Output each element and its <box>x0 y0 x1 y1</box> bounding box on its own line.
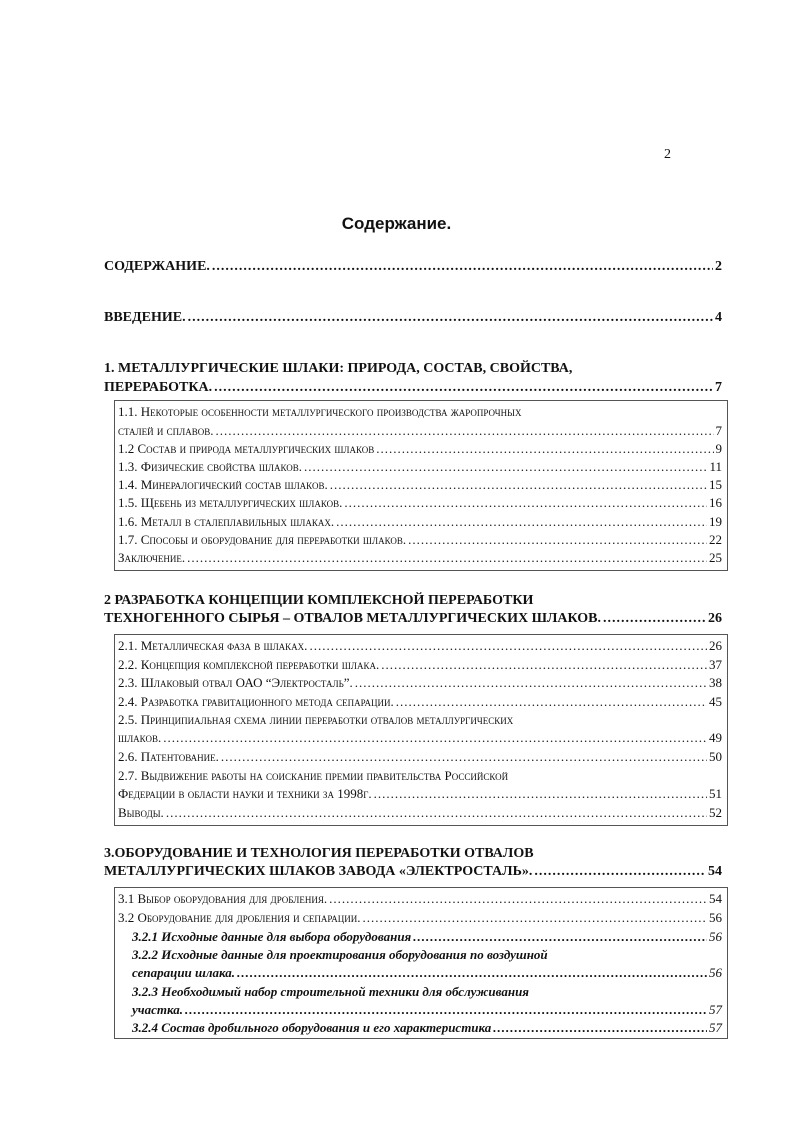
toc-page-number: 45 <box>709 694 722 709</box>
toc-entry-3-2-1[interactable] <box>132 929 722 945</box>
toc-entry-label: 1.3. Физические свойства шлаков. <box>118 459 303 474</box>
toc-page-number: 9 <box>715 441 722 456</box>
toc-entry-2-7-line1[interactable]: 2.7. Выдвижение работы на соискание премии правительства Российской <box>118 768 509 783</box>
toc-entry-label: 2.4. Разработка гравитационного метода сепарации. <box>118 694 394 709</box>
toc-entry-2-4[interactable] <box>118 694 722 710</box>
toc-entry-1-1-line1[interactable]: 1.1. Некоторые особенности металлургического производства жаропрочных <box>118 404 522 419</box>
toc-entry-2-1[interactable] <box>118 638 722 654</box>
toc-page-number: 11 <box>709 459 722 474</box>
dot-leader <box>187 550 707 566</box>
toc-page-number: 19 <box>709 514 722 529</box>
toc-page-number: 16 <box>709 495 722 510</box>
toc-page-number: 7 <box>715 380 722 395</box>
toc-entry-2-5[interactable] <box>118 730 722 746</box>
toc-entry-1-1[interactable] <box>118 423 722 439</box>
toc-entry-contents[interactable] <box>104 259 722 275</box>
toc-entry-introduction[interactable] <box>104 310 722 326</box>
toc-page-number: 22 <box>709 532 722 547</box>
dot-leader <box>413 929 707 945</box>
dot-leader <box>493 1020 707 1036</box>
toc-entry-1-conclusion[interactable] <box>118 550 722 566</box>
dot-leader <box>163 730 707 746</box>
dot-leader <box>381 657 707 673</box>
toc-entry-label: 3.2.1 Исходные данные для выбора оборудования <box>132 929 412 944</box>
toc-page-number: 7 <box>715 423 722 438</box>
toc-entry-label: 1.2 Состав и природа металлургических шлаков <box>118 441 375 456</box>
page-title: Содержание. <box>341 214 452 233</box>
dot-leader <box>603 611 706 627</box>
toc-entry-label: сепарации шлака. <box>132 965 236 980</box>
toc-entry-2-7[interactable] <box>118 786 722 802</box>
toc-entry-1-2[interactable] <box>118 441 722 457</box>
dot-leader <box>216 423 714 439</box>
dot-leader <box>166 805 707 821</box>
toc-entry-label: 3.2 Оборудование для дробления и сепарации. <box>118 910 361 925</box>
toc-entry-3-2-3[interactable] <box>132 1002 722 1018</box>
dot-leader <box>188 310 713 326</box>
dot-leader <box>309 638 707 654</box>
toc-entry-3-2-2-line1[interactable]: 3.2.2 Исходные данные для проектирования оборудования по воздушной <box>132 947 548 962</box>
dot-leader <box>355 675 707 691</box>
toc-entry-label: ТЕХНОГЕННОГО СЫРЬЯ – ОТВАЛОВ МЕТАЛЛУРГИЧЕСКИХ ШЛАКОВ. <box>104 611 602 626</box>
dot-leader <box>534 864 706 880</box>
dot-leader <box>344 495 707 511</box>
toc-page-number: 50 <box>709 749 722 764</box>
toc-page-number: 15 <box>709 477 722 492</box>
toc-page-number: 54 <box>708 864 722 879</box>
toc-page-number: 57 <box>709 1020 722 1035</box>
toc-entry-label: шлаков. <box>118 730 162 745</box>
toc-chapter-1-line1[interactable]: 1. МЕТАЛЛУРГИЧЕСКИЕ ШЛАКИ: ПРИРОДА, СОСТАВ, СВОЙСТВА, <box>104 361 573 376</box>
toc-entry-label: сталей и сплавов. <box>118 423 214 438</box>
toc-entry-label: СОДЕРЖАНИЕ. <box>104 259 210 274</box>
toc-page-number: 54 <box>709 891 722 906</box>
toc-entry-label: 1.6. Металл в сталеплавильных шлаках. <box>118 514 335 529</box>
dot-leader <box>214 380 713 396</box>
toc-entry-3-2-4[interactable] <box>132 1020 722 1036</box>
dot-leader <box>212 259 713 275</box>
toc-entry-2-6[interactable] <box>118 749 722 765</box>
toc-entry-1-6[interactable] <box>118 514 722 530</box>
toc-entry-1-4[interactable] <box>118 477 722 493</box>
toc-entry-label: 2.1. Металлическая фаза в шлаках. <box>118 638 308 653</box>
toc-page-number: 4 <box>715 310 722 325</box>
dot-leader <box>221 749 707 765</box>
toc-page-number: 56 <box>709 965 722 980</box>
toc-chapter-2-line1[interactable]: 2 РАЗРАБОТКА КОНЦЕПЦИИ КОМПЛЕКСНОЙ ПЕРЕРАБОТКИ <box>104 593 534 608</box>
toc-entry-label: 1.5. Щебень из металлургических шлаков. <box>118 495 343 510</box>
toc-entry-2-2[interactable] <box>118 657 722 673</box>
toc-entry-3-2-2[interactable] <box>132 965 722 981</box>
toc-entry-1-5[interactable] <box>118 495 722 511</box>
dot-leader <box>362 910 707 926</box>
toc-entry-label: 2.6. Патентование. <box>118 749 219 764</box>
dot-leader <box>336 514 707 530</box>
toc-page-number: 51 <box>709 786 722 801</box>
toc-page-number: 37 <box>709 657 722 672</box>
toc-chapter-1[interactable] <box>104 380 722 396</box>
dot-leader <box>376 441 713 457</box>
toc-page-number: 25 <box>709 550 722 565</box>
dot-leader <box>237 965 707 981</box>
toc-entry-label: 1.7. Способы и оборудование для переработки шлаков. <box>118 532 407 547</box>
dot-leader <box>374 786 707 802</box>
toc-entry-1-3[interactable] <box>118 459 722 475</box>
toc-entry-label: ПЕРЕРАБОТКА. <box>104 380 213 395</box>
toc-page-number: 2 <box>715 259 722 274</box>
page-number: 2 <box>664 147 671 162</box>
toc-page-number: 56 <box>709 929 722 944</box>
toc-entry-2-3[interactable] <box>118 675 722 691</box>
toc-entry-label: Выводы. <box>118 805 164 820</box>
toc-page-number: 38 <box>709 675 722 690</box>
toc-chapter-3-line1[interactable]: 3.ОБОРУДОВАНИЕ И ТЕХНОЛОГИЯ ПЕРЕРАБОТКИ ОТВАЛОВ <box>104 846 534 861</box>
toc-entry-label: МЕТАЛЛУРГИЧЕСКИХ ШЛАКОВ ЗАВОДА «ЭЛЕКТРОСТАЛЬ». <box>104 864 533 879</box>
toc-chapter-3[interactable] <box>104 864 722 880</box>
toc-page-number: 56 <box>709 910 722 925</box>
toc-entry-label: 1.4. Минералогический состав шлаков. <box>118 477 328 492</box>
dot-leader <box>304 459 707 475</box>
toc-entry-label: 2.2. Концепция комплексной переработки шлака. <box>118 657 380 672</box>
toc-entry-3-2[interactable] <box>118 910 722 926</box>
toc-page-number: 57 <box>709 1002 722 1017</box>
toc-entry-label: ВВЕДЕНИЕ. <box>104 310 186 325</box>
dot-leader <box>408 532 707 548</box>
toc-entry-label: 2.3. Шлаковый отвал ОАО “Электросталь”. <box>118 675 353 690</box>
toc-entry-label: участка. <box>132 1002 183 1017</box>
dot-leader <box>329 891 707 907</box>
dot-leader <box>185 1002 707 1018</box>
toc-entry-2-conclusions[interactable] <box>118 805 722 821</box>
toc-entry-3-1[interactable] <box>118 891 722 907</box>
toc-page-number: 26 <box>708 611 722 626</box>
dot-leader <box>396 694 707 710</box>
toc-entry-label: 3.2.4 Состав дробильного оборудования и его характеристика <box>132 1020 492 1035</box>
toc-entry-label: Заключение. <box>118 550 186 565</box>
toc-entry-label: Федерации в области науки и техники за 1998г. <box>118 786 372 801</box>
toc-entry-1-7[interactable] <box>118 532 722 548</box>
toc-page-number: 52 <box>709 805 722 820</box>
toc-entry-label: 3.1 Выбор оборудования для дробления. <box>118 891 328 906</box>
toc-chapter-2[interactable] <box>104 611 722 627</box>
toc-entry-3-2-3-line1[interactable]: 3.2.3 Необходимый набор строительной техники для обслуживания <box>132 984 529 999</box>
toc-entry-2-5-line1[interactable]: 2.5. Принципиальная схема линии переработки отвалов металлургических <box>118 712 514 727</box>
toc-page-number: 49 <box>709 730 722 745</box>
toc-page-number: 26 <box>709 638 722 653</box>
dot-leader <box>330 477 707 493</box>
